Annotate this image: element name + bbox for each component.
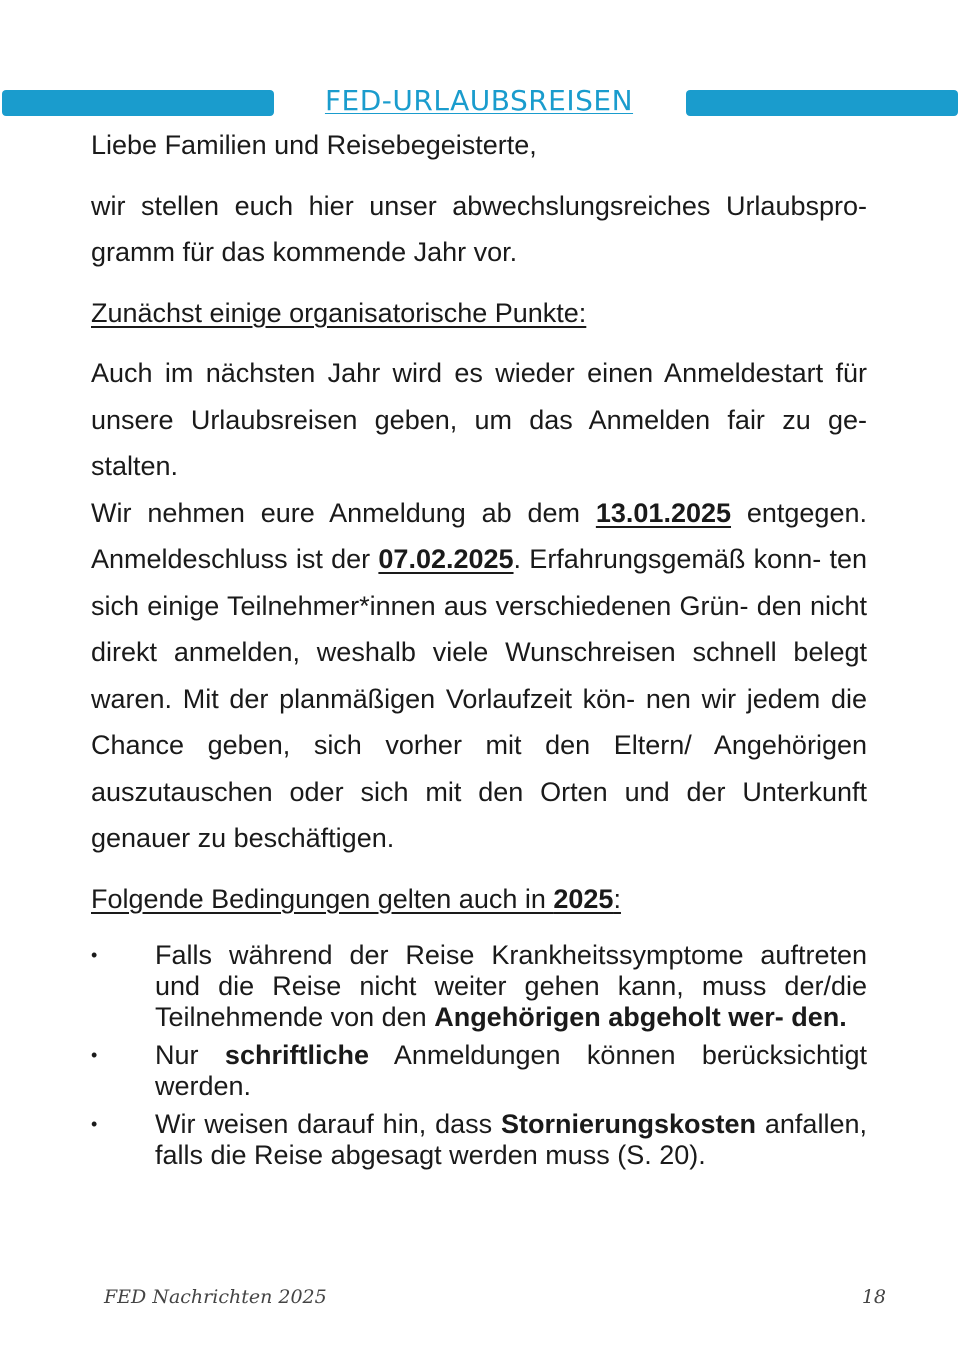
- bullet-icon: •: [91, 945, 98, 965]
- article-body: [91, 122, 867, 922]
- header-bar-left: [2, 90, 274, 116]
- greeting: Liebe Familien und Reisebegeisterte,: [91, 130, 537, 160]
- footer-publication: FED Nachrichten 2025: [104, 1286, 327, 1308]
- bullet-icon: •: [91, 1045, 98, 1065]
- condition-text-end: Anmeldungen können berücksichtigt werden.: [155, 1040, 867, 1101]
- conditions-heading-suffix: :: [613, 883, 621, 914]
- condition-emphasis: schriftliche: [224, 1040, 369, 1070]
- condition-emphasis: Stornierungskosten: [500, 1109, 757, 1139]
- conditions-heading-year: 2025: [553, 883, 614, 914]
- header-bar-right: [686, 90, 958, 116]
- page-title: FED-URLAUBSREISEN: [324, 84, 634, 117]
- registration-deadline-date: 07.02.2025: [378, 544, 514, 574]
- condition-text: Wir weisen darauf hin, dass: [155, 1109, 501, 1139]
- registration-paragraph: Auch im nächsten Jahr wird es wieder einen Anmeldestart für unsere Urlaubsreisen geben, um das Anmelden fair zu ge- stalten.: [91, 358, 867, 481]
- section-heading-conditions: [91, 876, 867, 923]
- condition-text: Falls während der Reise Krankheitssymptome auftreten und die Reise nicht weiter gehen kann, muss der/die Teilnehmende von den: [155, 940, 867, 1032]
- registration-dates-paragraph: [91, 490, 867, 862]
- condition-text: Nur: [155, 1040, 225, 1070]
- dates-text-3: . Erfahrungsgemäß konn- ten sich einige Teilnehmer*innen aus verschiedenen Grün- den nicht direkt anmelden, weshalb viele Wunschreisen schnell belegt waren. Mit der planmäßigen Vorlaufzeit kön- nen wir jedem die Chance geben, sich vorher mit den Eltern/ Angehörigen auszutauschen oder sich mit den Orten und der Unterkunft genauer zu beschäftigen.: [91, 544, 868, 853]
- list-item: [91, 940, 867, 1033]
- conditions-heading-text: Folgende Bedingungen gelten auch in: [91, 883, 554, 914]
- page-number: 18: [861, 1286, 886, 1308]
- dates-text-2: entgegen. Anmeldeschluss ist der: [91, 497, 867, 574]
- list-item: [91, 1109, 867, 1171]
- section-heading-organisation: Zunächst einige organisatorische Punkte:: [91, 297, 587, 328]
- intro-paragraph: wir stellen euch hier unser abwechslungsreiches Urlaubspro- gramm für das kommende Jahr vor.: [91, 190, 867, 267]
- list-item: [91, 1040, 867, 1102]
- bullet-icon: •: [91, 1114, 98, 1134]
- dates-text-1: Wir nehmen eure Anmeldung ab dem: [91, 497, 596, 528]
- condition-text-end: anfallen, falls die Reise abgesagt werden muss (S. 20).: [155, 1109, 867, 1170]
- condition-emphasis: Angehörigen abgeholt wer- den.: [434, 1002, 847, 1032]
- registration-start-date: 13.01.2025: [595, 497, 732, 528]
- conditions-list: [91, 940, 867, 1178]
